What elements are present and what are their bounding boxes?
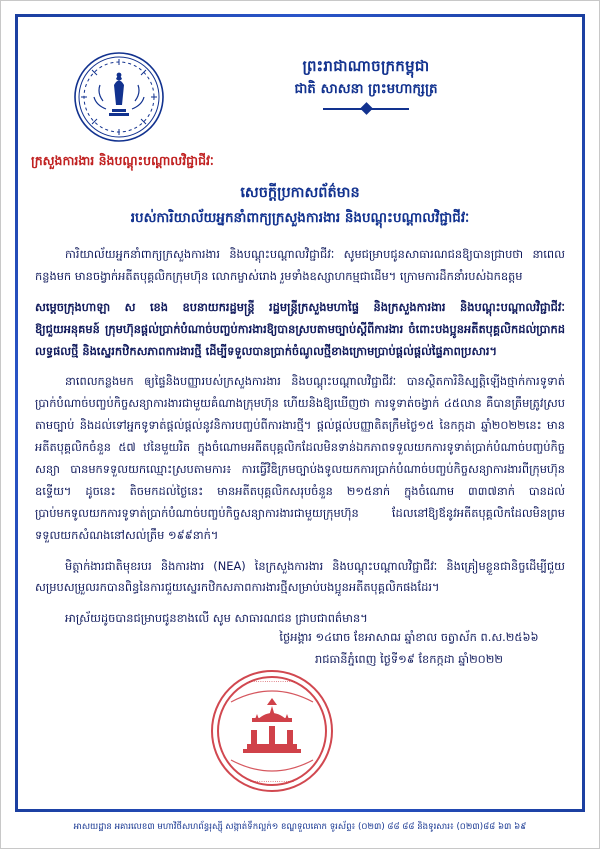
title-line-2: របស់ការិយាល័យអ្នកនាំពាក្យក្រសួងការងារ និងបណ្ដុះបណ្ដាលវិជ្ជាជីវៈ xyxy=(130,210,470,227)
paragraph: សម្ដេចក្រុងហាឡា ស ខេង ឧបនាយករដ្ឋមន្ត្រី រដ្ឋមន្ត្រីក្រសួងមហាផ្ទៃ និងក្រសួងការងារ និងបណ្ដុះបណ្ដាលវិជ្ជាជីវៈ ឱ្យជួយអនុគមន៍ ក្រុមហ៊ុនផ្ដល់ប្រាក់បំណាច់បញ្ចប់ការងារឱ្យបានស្របតាមច្បាប់ស្ដីពីការងារ ចំពោះបងប្អូនអតីតបុគ្គលិកដល់ប្រាកដលទ្ធផលថ្មី និងស្នេរកឋិកសភាពការងារថ្មី ដើម្បីទទួលបានប្រាក់ចំណូលថ្មីខាងក្រោមប្រាប់ផ្ដល់ផ្ដល់ផ្ទៃភាពប្រសារ។ xyxy=(35,299,565,358)
svg-text:·····················: ····················· xyxy=(248,678,296,686)
document-title xyxy=(41,181,559,232)
border-bottom xyxy=(15,809,585,812)
kingdom-line-2: ជាតិ សាសនា ព្រះមហាក្សត្រ xyxy=(294,80,438,97)
border-top xyxy=(15,14,585,17)
date-buddhist: ថ្ងៃអង្គារ ១៤រោច ខែអាសាឍ ឆ្នាំខាល ចត្វាស័ក ព.ស.២៥៦៦ xyxy=(279,630,539,644)
paragraph: មិត្តាក់ងារជាតិមុខរបរ និងការងារ (NEA) នៃក្រសួងការងារ និងបណ្ដុះបណ្ដាលវិជ្ជាជីវៈ និងគ្រៀមខ្លួនជានិច្ចដើម្បីជួយសម្របសម្រួលរកបានពិន្ធនៃការជួយស្នេរកឋិកសភាពការងារថ្មីសម្រាប់បងប្អូនអតីតបុគ្គលិកផងដែរ។ xyxy=(35,558,565,595)
kingdom-line-1: ព្រះរាជាណាចក្រកម្ពុជា xyxy=(302,57,430,75)
document-footer: អាសយដ្ឋាន អគារលេខ៣ មហាវិថីសហព័ន្ធរុស្ស៊ី សង្កាត់ទឹកល្អក់១ ខណ្ឌទួលគោក ទូរស័ព្ទ៖ (០២៣) ៨៨ ៨៨ និងទូរសារ៖ (០២៣)៨៨ ៦៣ ៦៩ xyxy=(73,822,527,833)
border-right xyxy=(582,14,585,812)
border-left xyxy=(15,14,18,812)
document-body xyxy=(35,244,565,639)
paragraph: នាពេលកន្លងមក ឲ្យផ្ទៃនិងបញ្ញារបស់ក្រសួងការងារ និងបណ្ដុះបណ្ដាលវិជ្ជាជីវៈ បានស្ថិតការិនិស្បត្តិឡើងថ្មាក់ការទូទាត់ប្រាក់បំណាច់បញ្ចប់កិច្ចសន្យាការងារជាមួយគំណាងក្រុមហ៊ុន ហើយនិងឱ្យឃើញថា ការទូទាត់ចង្វាក់ ៤៥លាន គឺបានត្រឹមត្រូវស្របតាមច្បាប់ និងដល់ទៅអ្នកទូទាត់ផ្ដល់ផ្ដល់នូវនិការបញ្ចប់ពីការងារថ្មី។ ផ្ដល់ផ្ដល់បញ្ញាតិតក្រឹមថ្ងៃ១៥ នៃកក្កដា ឆ្នាំ២០២២នេះ មានអតីតបុគ្គលិកចំនួន ៥៧ ឋនៃមួយរិត ក្នុងចំណោមអតីតបុគ្គលិកដែលមិនទាន់ឯកភាពទទួលយកការទូទាត់ប្រាក់បំណាច់បញ្ចប់កិច្ចសន្យា បានមកទទួលយកឈ្មោះស្របតាមការ៖ ការធ្វើវិឌិក្រមច្បាប់ងទូលយកការប្រាក់បំណាច់បញ្ចប់កិច្ចសន្យាការងារពីក្រុមហ៊ុនឧទ្ទើយ។ ដូចនេះ តិចមកដល់ថ្ងៃនេះ មានអតីតបុគ្គលិកសរុបចំនួន ២១៥នាក់ ក្នុងចំណោម ៣៣៧នាក់ បានដល់ប្រាប់មកទូលយកការទូទាត់ប្រាក់បំណាច់បញ្ចប់កិច្ចសន្យាការងារជាមួយក្រុមហ៊ុន ដែលនៅឱ្យឪនូវអតីតបុគ្គលិកដែលមិនព្រមទទួលយកសំណងនៅសល់ត្រឹម ១៩៩នាក់។ xyxy=(35,374,565,542)
divider-ornament xyxy=(323,104,409,114)
kingdom-title xyxy=(201,55,531,114)
date-gregorian: រាជធានីភ្នំពេញ ថ្ងៃទី១៩ ខែកក្កដា ឆ្នាំ២០២២ xyxy=(314,652,503,667)
paragraph: ការិយាល័យអ្នកនាំពាក្យក្រសួងការងារ និងបណ្ដុះបណ្ដាលវិជ្ជាជីវៈ សូមជម្រាបជូនសាធារណជនឱ្យបានជ្រាបថា នាពេលកន្លងមក មានចង្វាក់អតីតបុគ្គលិកក្រុមហ៊ុន លោកម្ចាស់រោង រួមទាំងឧស្សាហកម្មជាដើម។ ក្រោមការដឹកនាំរបស់ឯកឧត្តម xyxy=(35,247,565,283)
national-emblem-icon xyxy=(73,51,165,143)
official-red-stamp-icon xyxy=(197,656,347,806)
svg-text:····················: ···················· xyxy=(249,778,295,786)
ministry-line: ក្រសួងការងារ និងបណ្ដុះបណ្ដាលវិជ្ជាជីវៈ xyxy=(31,153,214,168)
title-line-1: សេចក្ដីប្រកាសព័ត៌មាន xyxy=(240,185,360,201)
paragraph: អាស្រ័យដូចបានជម្រាបជូនខាងលើ សូម សាធារណជន ជ្រាបជាពត៌មាន។ xyxy=(65,611,368,626)
document-header xyxy=(31,31,569,151)
